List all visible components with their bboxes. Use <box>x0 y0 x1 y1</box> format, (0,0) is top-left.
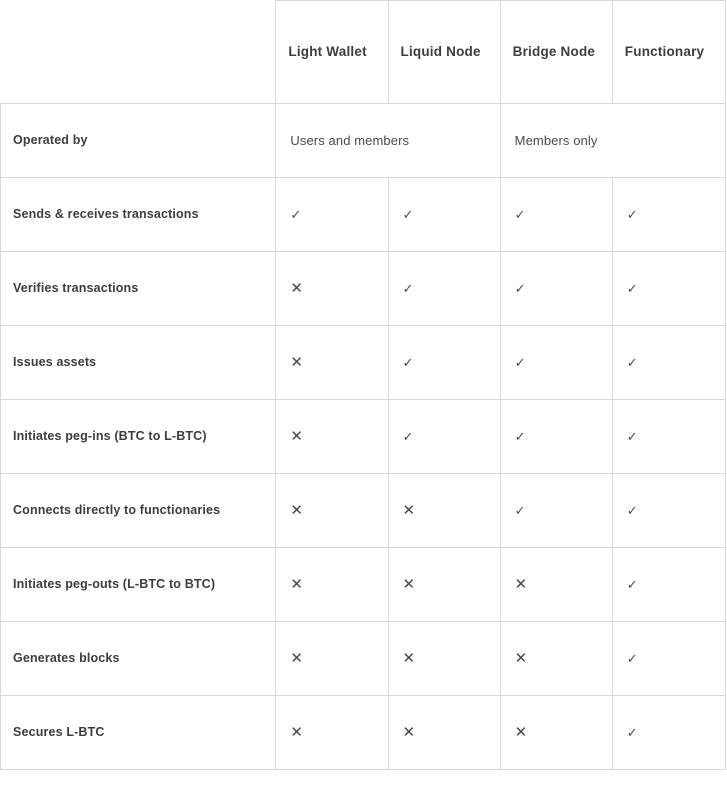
table-row <box>1 178 726 252</box>
table-row <box>1 326 726 400</box>
row-label-connects-directly-to-functionaries: Connects directly to functionaries <box>1 474 276 548</box>
check-icon: ✓ <box>626 281 638 296</box>
cell-r2-c2 <box>500 326 612 400</box>
row-label-sends-receives-transactions: Sends & receives transactions <box>1 178 276 252</box>
check-icon: ✓ <box>626 503 638 518</box>
cross-icon: ✕ <box>402 724 416 741</box>
header-row <box>1 1 726 104</box>
cross-icon: ✕ <box>290 354 303 371</box>
cell-r0-c3 <box>612 178 725 252</box>
cell-r6-c0 <box>276 622 388 696</box>
table-row <box>1 474 726 548</box>
cell-r3-c2 <box>500 400 612 474</box>
check-icon: ✓ <box>626 429 638 444</box>
check-icon: ✓ <box>402 281 414 296</box>
row-label-initiates-peg-outs: Initiates peg-outs (L-BTC to BTC) <box>1 548 276 622</box>
cross-icon: ✕ <box>290 428 303 445</box>
column-header-liquid-node: Liquid Node <box>388 1 500 104</box>
cell-r2-c0 <box>276 326 388 400</box>
table-row <box>1 622 726 696</box>
cell-r6-c2 <box>500 622 612 696</box>
check-icon: ✓ <box>514 355 526 370</box>
cell-r3-c1 <box>388 400 500 474</box>
cross-icon: ✕ <box>514 650 528 667</box>
row-label-secures-l-btc: Secures L-BTC <box>1 696 276 770</box>
check-icon: ✓ <box>626 651 638 666</box>
column-header-light-wallet: Light Wallet <box>276 1 388 104</box>
cell-r4-c1 <box>388 474 500 548</box>
check-icon: ✓ <box>514 503 526 518</box>
cell-r4-c3 <box>612 474 725 548</box>
cell-r1-c3 <box>612 252 725 326</box>
cross-icon: ✕ <box>402 502 416 519</box>
check-icon: ✓ <box>626 577 638 592</box>
row-label-issues-assets: Issues assets <box>1 326 276 400</box>
check-icon: ✓ <box>514 429 526 444</box>
check-icon: ✓ <box>626 725 638 740</box>
cell-r7-c3 <box>612 696 725 770</box>
check-icon: ✓ <box>514 281 526 296</box>
cell-r1-c0 <box>276 252 388 326</box>
cross-icon: ✕ <box>402 650 416 667</box>
cross-icon: ✕ <box>514 724 528 741</box>
cell-r1-c1 <box>388 252 500 326</box>
table-corner-cell <box>1 1 276 104</box>
check-icon: ✓ <box>402 355 414 370</box>
cell-operated-by-users-and-members: Users and members <box>276 104 500 178</box>
cell-r3-c3 <box>612 400 725 474</box>
table-row <box>1 548 726 622</box>
column-header-bridge-node: Bridge Node <box>500 1 612 104</box>
cell-r7-c2 <box>500 696 612 770</box>
cross-icon: ✕ <box>290 724 303 741</box>
cross-icon: ✕ <box>290 576 303 593</box>
check-icon: ✓ <box>626 355 638 370</box>
cross-icon: ✕ <box>290 502 303 519</box>
column-header-functionary: Functionary <box>612 1 725 104</box>
cell-r5-c1 <box>388 548 500 622</box>
row-label-operated-by: Operated by <box>1 104 276 178</box>
table-header <box>1 1 726 104</box>
table-row <box>1 252 726 326</box>
table-row <box>1 696 726 770</box>
check-icon: ✓ <box>514 207 526 222</box>
cell-r2-c1 <box>388 326 500 400</box>
cell-r7-c1 <box>388 696 500 770</box>
cell-r0-c0 <box>276 178 388 252</box>
check-icon: ✓ <box>402 207 414 222</box>
table-body <box>1 104 726 770</box>
check-icon: ✓ <box>402 429 414 444</box>
cell-r6-c1 <box>388 622 500 696</box>
cell-r4-c0 <box>276 474 388 548</box>
check-icon: ✓ <box>626 207 638 222</box>
cross-icon: ✕ <box>402 576 416 593</box>
cell-r0-c1 <box>388 178 500 252</box>
cell-r6-c3 <box>612 622 725 696</box>
row-label-verifies-transactions: Verifies transactions <box>1 252 276 326</box>
cross-icon: ✕ <box>514 576 528 593</box>
cell-r5-c3 <box>612 548 725 622</box>
cross-icon: ✕ <box>290 650 303 667</box>
cell-r0-c2 <box>500 178 612 252</box>
cell-r5-c0 <box>276 548 388 622</box>
table-row-operated-by <box>1 104 726 178</box>
row-label-initiates-peg-ins: Initiates peg-ins (BTC to L-BTC) <box>1 400 276 474</box>
cell-r5-c2 <box>500 548 612 622</box>
row-label-generates-blocks: Generates blocks <box>1 622 276 696</box>
cell-r2-c3 <box>612 326 725 400</box>
cell-r4-c2 <box>500 474 612 548</box>
cross-icon: ✕ <box>290 280 303 297</box>
table-row <box>1 400 726 474</box>
cell-r1-c2 <box>500 252 612 326</box>
cell-r3-c0 <box>276 400 388 474</box>
cell-r7-c0 <box>276 696 388 770</box>
check-icon: ✓ <box>290 207 302 222</box>
cell-operated-by-members-only: Members only <box>500 104 725 178</box>
